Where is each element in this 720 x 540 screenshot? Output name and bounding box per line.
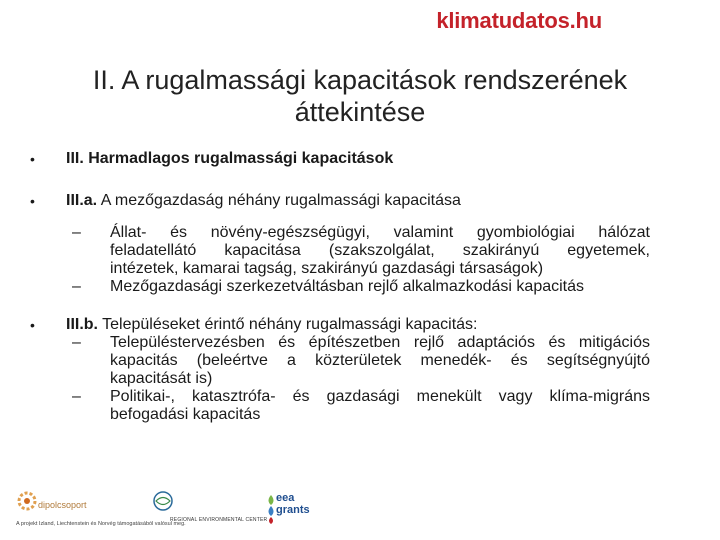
bullet-heading: III. Harmadlagos rugalmassági kapacitások — [66, 150, 394, 167]
bullet-heading: III.a. — [66, 192, 98, 209]
sub-line: kapacitás (beleértve a közterületek menedék- és segítségnyújtó — [110, 352, 650, 369]
eea-grants-logo-text — [276, 492, 310, 516]
sub-list-3 — [30, 334, 650, 424]
slide-title — [70, 64, 650, 128]
eea-line-2: grants — [276, 504, 310, 516]
bullet-item-3 — [30, 316, 650, 334]
sub-line: Politikai-, katasztrófa- és gazdasági menekült vagy klíma-migráns — [110, 388, 650, 405]
eea-line-1: eea — [276, 492, 295, 504]
sub-item — [72, 224, 650, 278]
sub-marker: – — [72, 388, 81, 405]
sub-list-2 — [30, 224, 650, 296]
bullet-marker: • — [30, 193, 35, 209]
bullet-marker: • — [30, 151, 35, 167]
sub-line: feladatellátó kapacitása (szakszolgálat, szakirányú egyetemek, — [110, 242, 650, 259]
sub-line: Állat- és növény-egészségügyi, valamint gyombiológiai hálózat — [110, 224, 650, 241]
sub-line: befogadási kapacitás — [110, 406, 261, 423]
sub-item — [72, 334, 650, 388]
dipol-logo-text: dipolcsoport — [38, 500, 87, 510]
sub-line: intézetek, kamarai tagság, szakirányú gazdasági társaságok) — [110, 260, 544, 277]
dipol-logo-icon — [16, 490, 38, 512]
bullet-marker: • — [30, 317, 35, 333]
bullet-item-1 — [30, 150, 650, 168]
sub-line: Mezőgazdasági szerkezetváltásban rejlő alkalmazkodási kapacitás — [110, 278, 585, 295]
sub-line: Településtervezésben és építészetben rejlő adaptációs és mitigációs — [110, 334, 650, 351]
sub-item — [72, 278, 650, 296]
sub-line: kapacitását is) — [110, 370, 213, 387]
rec-logo-text: REGIONAL ENVIRONMENTAL CENTER — [170, 517, 268, 523]
footer-logos — [0, 490, 720, 540]
bullet-text: Településeket érintő néhány rugalmassági kapacitás: — [98, 316, 478, 333]
slide-title-line-1: II. A rugalmassági kapacitások rendszerének — [92, 65, 628, 95]
sub-marker: – — [72, 224, 81, 241]
sub-marker: – — [72, 278, 81, 295]
slide-title-line-2: áttekintése — [294, 97, 426, 127]
brand-logo-text: klimatudatos.hu — [436, 8, 602, 33]
footer-note: A projekt Izland, Liechtenstein és Norvég támogatásából valósul meg. — [16, 521, 186, 527]
rec-logo-icon — [152, 490, 174, 512]
sub-item — [72, 388, 650, 424]
bullet-list — [30, 150, 650, 424]
bullet-item-2 — [30, 192, 650, 210]
bullet-heading: III.b. — [66, 316, 98, 333]
bullet-text: A mezőgazdaság néhány rugalmassági kapacitása — [97, 192, 461, 209]
sub-marker: – — [72, 334, 81, 351]
